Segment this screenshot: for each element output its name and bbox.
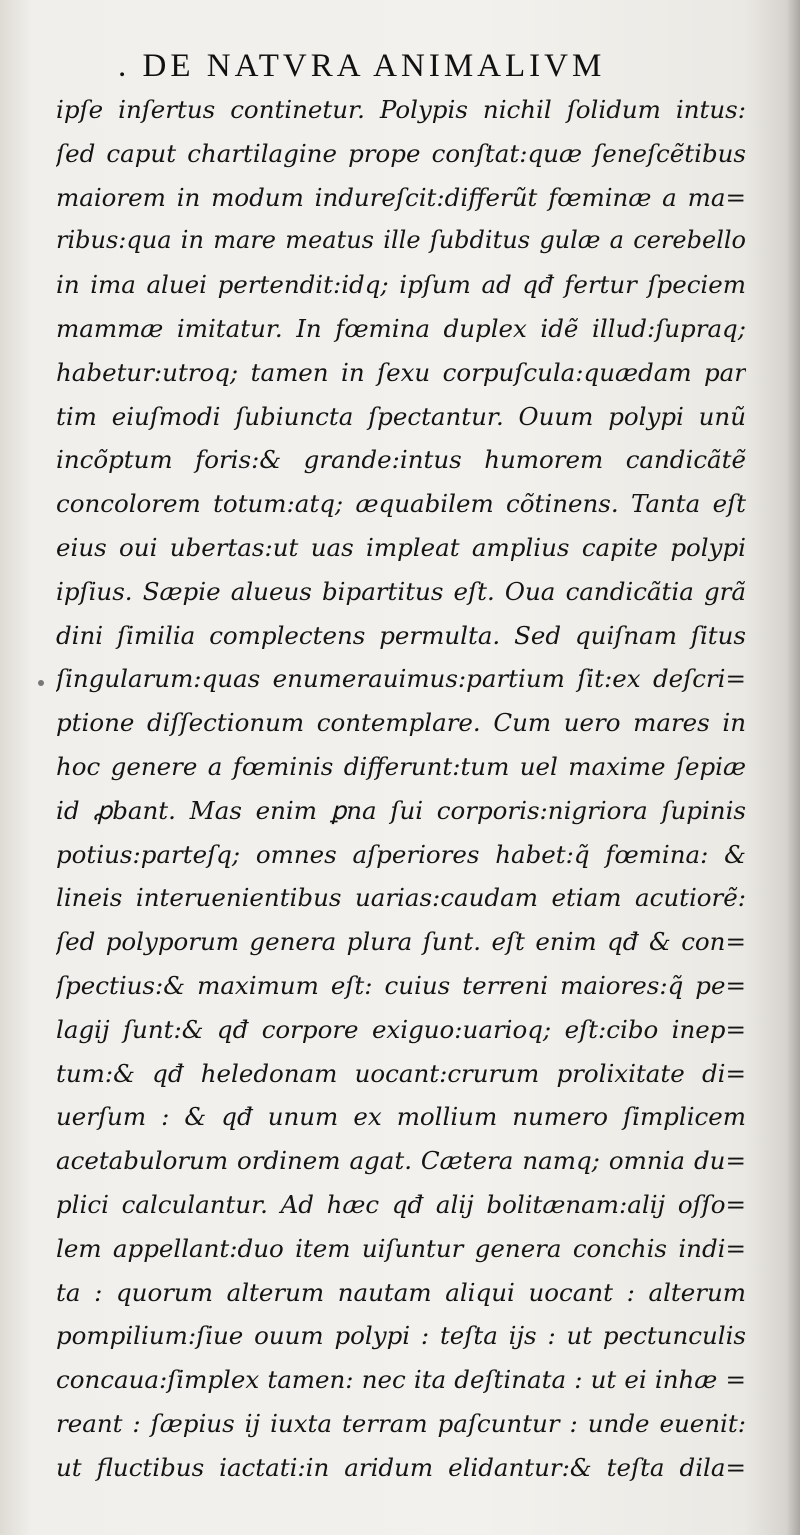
text-line: mammæ imitatur. In fœmina duplex idẽ illud:ſupraq;: [56, 313, 746, 343]
text-line: concolorem totum:atq; æquabilem cõtinens. Tanta eſt: [56, 489, 746, 519]
text-line: incõptum foris:& grande:intus humorem candicãtẽ: [56, 445, 746, 475]
text-line: tim eiuſmodi ſubiuncta ſpectantur. Ouum polypi unũ: [56, 401, 746, 431]
text-line: ſingularum:quas enumerauimus:partium ſit:ex deſcri=: [56, 664, 746, 694]
text-line: ſed caput chartilagine prope conſtat:quæ ſeneſcẽtibus: [56, 138, 746, 168]
text-line: ut fluctibus iactati:in aridum elidantur:& teſta dila=: [56, 1452, 746, 1482]
text-line: pompilium:ſiue ouum polypi : teſta ijs : ut pectunculis: [56, 1321, 746, 1351]
margin-mark: [38, 680, 44, 686]
text-line: habetur:utroq; tamen in ſexu corpuſcula:quædam par: [56, 357, 746, 387]
text-line: dini ſimilia complectens permulta. Sed quiſnam ſitus: [56, 620, 746, 650]
text-line: lem appellant:duo item uiſuntur genera conchis indi=: [56, 1233, 746, 1263]
text-line: lineis interuenientibus uarias:caudam etiam acutiorẽ:: [56, 883, 746, 913]
text-line: eius oui ubertas:ut uas impleat amplius capite polypi: [56, 532, 746, 562]
text-line: uerſum : & qđ unum ex mollium numero ſimplicem: [56, 1102, 746, 1132]
text-line: ptione diſſectionum contemplare. Cum uero mares in: [56, 708, 746, 738]
text-line: ipſe inſertus continetur. Polypis nichil ſolidum intus:: [56, 95, 746, 124]
running-head: . DE NATVRA ANIMALIVM: [118, 48, 606, 84]
text-line: reant : ſæpius ij iuxta terram paſcuntur : unde euenit:: [56, 1408, 746, 1438]
text-line: ipſius. Sæpie alueus bipartitus eſt. Oua candicãtia grã: [56, 576, 746, 606]
text-line: ſpectius:& maximum eſt: cuius terreni maiores:q̃ pe=: [56, 970, 746, 1000]
text-line: potius:parteſq; omnes aſperiores habet:q̃ fœmina: &: [56, 839, 746, 869]
text-block: [56, 88, 746, 1490]
text-line: lagij ſunt:& qđ corpore exiguo:uarioq; eſt:cibo inep=: [56, 1014, 746, 1044]
text-line: maiorem in modum indureſcit:differũt fœminæ a ma=: [56, 182, 746, 212]
text-line: concaua:ſimplex tamen: nec ita deſtinata : ut ei inhæ =: [56, 1365, 746, 1395]
text-line: ribus:qua in mare meatus ille ſubditus gulæ a cerebello: [56, 226, 746, 255]
text-line: id ꝓbant. Mas enim ꝑna ſui corporis:nigriora ſupinis: [56, 795, 746, 825]
text-line: plici calculantur. Ad hæc qđ alij bolitænam:alij oſſo=: [56, 1189, 746, 1219]
text-line: tum:& qđ heledonam uocant:crurum prolixitate di=: [56, 1058, 746, 1088]
page-edge-shadow: [786, 0, 800, 1535]
text-line: hoc genere a fœminis differunt:tum uel maxime ſepiæ: [56, 751, 746, 781]
text-line: ſed polyporum genera plura ſunt. eſt enim qđ & con=: [56, 927, 746, 957]
text-line: acetabulorum ordinem agat. Cætera namq; omnia du=: [56, 1146, 746, 1176]
text-line: ta : quorum alterum nautam aliqui uocant : alterum: [56, 1277, 746, 1307]
text-line: in ima aluei pertendit:idq; ipſum ad qđ fertur ſpeciem: [56, 270, 746, 300]
